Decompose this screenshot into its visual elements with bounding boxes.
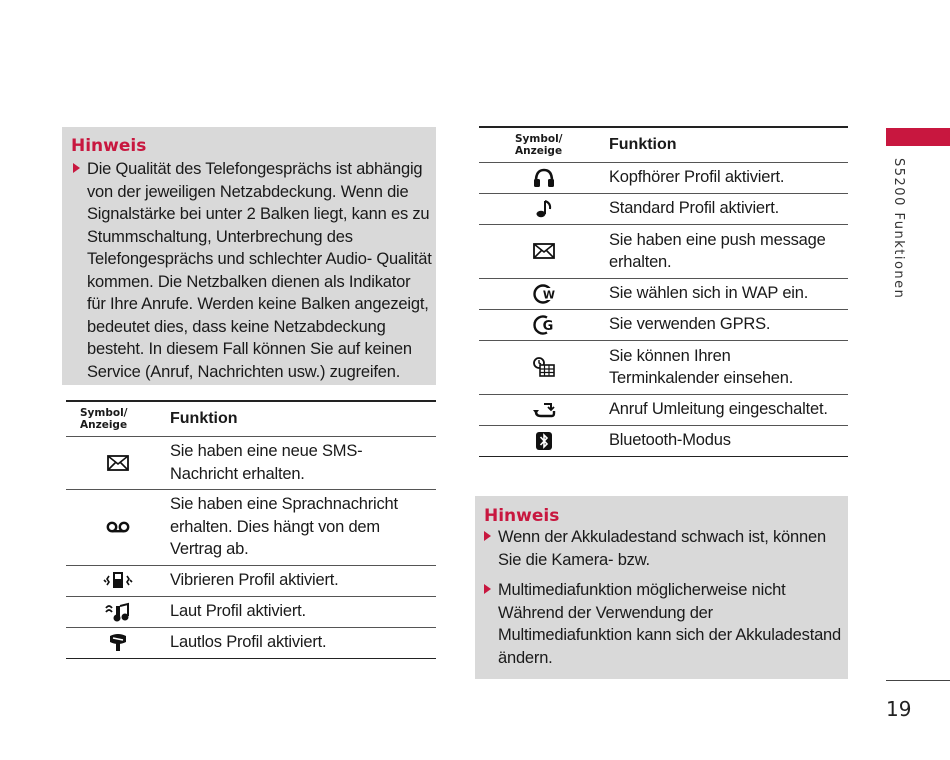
loud-icon <box>66 596 170 627</box>
header-symbol: Symbol/ Anzeige <box>515 132 563 157</box>
page-number-rule <box>886 680 950 681</box>
table-row: G Sie verwenden GPRS. <box>479 309 848 340</box>
music-note-icon <box>479 193 609 224</box>
table-row: Sie können Ihren Terminkalender einsehen. <box>479 340 848 394</box>
svg-text:W: W <box>542 288 556 301</box>
symbol-table-1 <box>66 400 436 659</box>
calendar-icon <box>479 340 609 394</box>
wap-icon <box>479 278 609 309</box>
svg-text:G: G <box>542 318 554 334</box>
hinweis-bullet-1: Wenn der Akkuladestand schwach ist, können Sie die Kamera- bzw. <box>484 526 844 571</box>
headphone-icon <box>479 162 609 193</box>
gprs-icon <box>479 309 609 340</box>
triangle-bullet-icon <box>73 163 80 173</box>
hinweis-title-1: Hinweis <box>71 136 147 156</box>
chapter-label: S5200 Funktionen <box>891 158 906 300</box>
table-row: Lautlos Profil aktiviert. <box>66 627 436 658</box>
hinweis-title-2: Hinweis <box>484 506 560 526</box>
table-row: Kopfhörer Profil aktiviert. <box>479 162 848 193</box>
page-number: 19 <box>886 697 912 721</box>
table-row: Sie haben eine neue SMS-Nachricht erhalten. <box>66 436 436 489</box>
envelope-icon <box>66 436 170 489</box>
hinweis-box-2 <box>475 496 848 679</box>
table-row: W Sie wählen sich in WAP ein. <box>479 278 848 309</box>
header-symbol: Symbol/ Anzeige <box>80 406 128 431</box>
table-row: Standard Profil aktiviert. <box>479 193 848 224</box>
header-function: Funktion <box>609 135 677 153</box>
voicemail-icon <box>66 489 170 565</box>
vibrate-icon <box>66 565 170 596</box>
table-row: Sie haben eine Sprachnachricht erhalten. Dies hängt von dem Vertrag ab. <box>66 489 436 565</box>
silent-icon <box>66 627 170 658</box>
table-row: Sie haben eine push message erhalten. <box>479 224 848 278</box>
table-row: Bluetooth-Modus <box>479 425 848 456</box>
hinweis-box-1 <box>62 127 436 385</box>
table-row: Anruf Umleitung eingeschaltet. <box>479 394 848 425</box>
header-function: Funktion <box>170 409 238 427</box>
symbol-table-2 <box>479 126 848 457</box>
call-divert-icon <box>479 394 609 425</box>
chapter-marker-bar <box>886 128 950 146</box>
table-row: Laut Profil aktiviert. <box>66 596 436 627</box>
hinweis-bullet-2: Multimediafunktion möglicherweise nicht Während der Verwendung der Multimediafunktion kann sich der Akkuladestand ändern. <box>484 579 844 669</box>
triangle-bullet-icon <box>484 584 491 594</box>
triangle-bullet-icon <box>484 531 491 541</box>
hinweis-text-1: Die Qualität des Telefongesprächs ist abhängig von der jeweiligen Netzabdeckung. Wenn die Signalstärke bei unter 2 Balken liegt, kann es zu Stummschaltung, Unterbrechung des Telefongesprächs und schlechter Audio- Qualität kommen. Die Netzbalken dienen als Indikator für Ihre Anrufe. Werden keine Balken angezeigt, bedeutet dies, dass keine Netzabdeckung besteht. In diesem Fall können Sie auf keinen Service (Anruf, Nachrichten usw.) zugreifen. <box>73 158 433 383</box>
bluetooth-icon <box>479 425 609 456</box>
table-row: Vibrieren Profil aktiviert. <box>66 565 436 596</box>
envelope-icon <box>479 224 609 278</box>
